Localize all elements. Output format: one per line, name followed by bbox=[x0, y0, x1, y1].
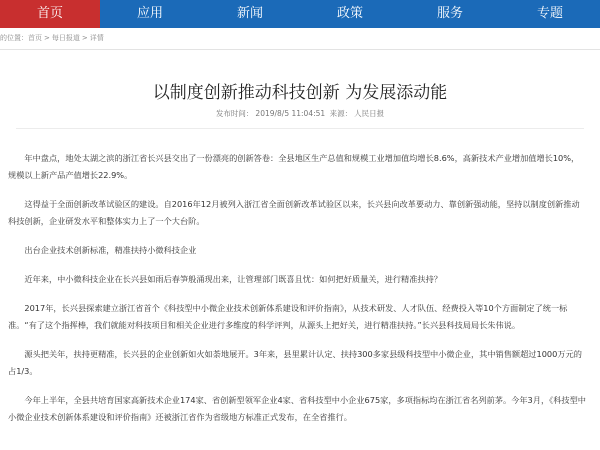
top-nav-bar bbox=[0, 0, 600, 28]
breadcrumb-separator: > bbox=[44, 34, 50, 42]
source-label: 来源： bbox=[329, 109, 353, 118]
article-meta bbox=[0, 108, 600, 119]
meta-divider bbox=[16, 128, 584, 129]
breadcrumb-home-link[interactable]: 首页 bbox=[28, 34, 42, 42]
article-paragraph: 源头把关年，扶持更精准，长兴县的企业创新如火如荼地展开。3年来，县里累计认定、扶持300多家县级科技型中小微企业，其中销售额超过1000万元的占1/3。 bbox=[8, 349, 582, 376]
article-paragraph: 近年来，中小微科技企业在长兴县如雨后春笋般涌现出来，让管理部门既喜且忧：如何把好质量关，进行精准扶持？ bbox=[24, 274, 442, 284]
nav-item-news[interactable]: 新闻 bbox=[236, 6, 263, 21]
published-date: 2019/8/5 11:04:51 bbox=[255, 109, 326, 118]
breadcrumb-prefix: 的位置： bbox=[0, 34, 28, 42]
breadcrumb-separator: > bbox=[81, 34, 88, 42]
article-paragraph: 今年上半年，全县共培育国家高新技术企业174家、省创新型领军企业4家、省科技型中小企业675家，多项指标均在浙江省名列前茅。今年3月，《科技型中小微企业技术创新体系建设和评价指南》还被浙江省作为省级地方标准正式发布，在全省推行。 bbox=[8, 395, 586, 422]
article-body bbox=[8, 150, 586, 438]
article-paragraph: 这得益于全面创新改革试验区的建设。自2016年12月被列入浙江省全面创新改革试验区以来，长兴县向改革要动力、靠创新强动能，坚持以制度创新推动科技创新，企业研发水平和整体实力上了一个大台阶。 bbox=[8, 199, 580, 226]
breadcrumb-daily-report-link[interactable]: 每日报道 bbox=[51, 34, 80, 42]
breadcrumb-current: 详情 bbox=[89, 34, 104, 42]
article-paragraph: 2017年，长兴县探索建立浙江省首个《科技型中小微企业技术创新体系建设和评价指南》，从技术研发、人才队伍、经费投入等10个方面制定了统一标准。“有了这个指挥棒，我们就能对科技项目和相关企业进行多维度的科学评判，从源头上把好关，进行精准扶持。”长兴县科技局局长朱伟说。 bbox=[8, 303, 568, 330]
article-paragraph: 年中盘点，地处太湖之滨的浙江省长兴县交出了一份漂亮的创新答卷：全县地区生产总值和规模工业增加值均增长8.6%，高新技术产业增加值增长10%，规模以上新产品产值增长22.9%。 bbox=[8, 153, 580, 180]
nav-item-policy[interactable]: 政策 bbox=[336, 6, 363, 21]
breadcrumb bbox=[0, 29, 104, 47]
header-divider bbox=[0, 49, 600, 50]
nav-item-apps[interactable]: 应用 bbox=[136, 6, 163, 21]
article-title: 以制度创新推动科技创新 为发展添动能 bbox=[152, 83, 448, 103]
source-value: 人民日报 bbox=[354, 109, 385, 118]
published-label: 发布时间： bbox=[215, 109, 254, 118]
nav-item-services[interactable]: 服务 bbox=[436, 6, 463, 21]
nav-item-home[interactable]: 首页 bbox=[0, 0, 100, 28]
nav-item-topics[interactable]: 专题 bbox=[536, 6, 563, 21]
article-subheading: 出台企业技术创新标准，精准扶持小微科技企业 bbox=[24, 245, 197, 255]
